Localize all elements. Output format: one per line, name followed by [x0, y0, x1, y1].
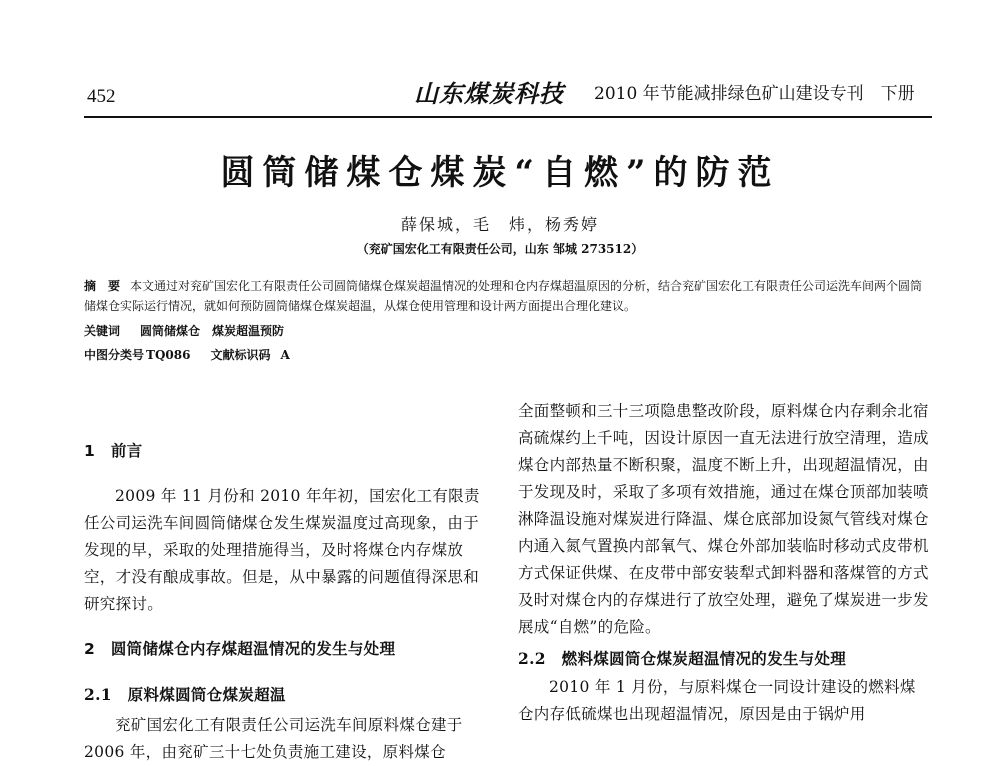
issue-title: 2010 年节能减排绿色矿山建设专刊 下册 [594, 84, 915, 104]
continued-paragraph: 全面整顿和三十三项隐患整改阶段，原料煤仓内存剩余北宿高硫煤约上千吨，因设计原因一直无法进行放空清理，造成煤仓内部热量不断积聚，温度不断上升，出现超温情况，由于发现及时，采取了多项有效措施，通过在煤仓顶部加装喷淋降温设施对煤炭进行降温、煤仓底部加设氮气管线对煤仓内通入氮气置换内部氧气、煤仓外部加装临时移动式皮带机方式保证供煤、在皮带中部安装犁式卸料器和落煤管的方式及时对煤仓内的存煤进行了放空处理，避免了煤炭进一步发展成“自燃”的危险。 [518, 402, 929, 636]
header-rule [84, 116, 932, 118]
section-2-1-heading: 2.1 原料煤圆筒仓煤炭超温 [84, 685, 286, 704]
abstract-label: 摘 要 [84, 279, 121, 293]
keywords-line [84, 322, 284, 339]
abstract [84, 276, 930, 316]
doc-code-value: A [280, 348, 290, 362]
journal-logo: 山东煤炭科技 [414, 79, 564, 108]
classification-line [84, 346, 290, 363]
section-2-2-heading: 2.2 燃料煤圆筒仓煤炭超温情况的发生与处理 [518, 649, 847, 668]
keywords-label: 关键词 [84, 324, 121, 338]
section-2-2-paragraph: 2010 年 1 月份，与原料煤仓一同设计建设的燃料煤仓内存低硫煤也出现超温情况，原因是由于锅炉用 [518, 678, 916, 723]
clc-value: TQ086 [146, 348, 191, 362]
clc-label: 中图分类号 [84, 348, 145, 362]
left-column [84, 438, 490, 766]
section-1-heading: 1 前言 [84, 442, 143, 460]
abstract-text: 本文通过对兖矿国宏化工有限责任公司圆筒储煤仓煤炭超温情况的处理和仓内存煤超温原因的分析，结合兖矿国宏化工有限责任公司运洗车间两个圆筒储煤仓实际运行情况，就如何预防圆筒储煤仓煤炭超温，从煤仓使用管理和设计两方面提出合理化建议。 [84, 279, 923, 313]
article-title: 圆筒储煤仓煤炭“自燃”的防范 [220, 153, 780, 193]
section-2-heading: 2 圆筒储煤仓内存煤超温情况的发生与处理 [84, 640, 396, 658]
doc-code-label: 文献标识码 [210, 348, 271, 362]
author-list: 薛保城，毛 炜，杨秀婷 [400, 215, 599, 234]
right-column [518, 398, 930, 728]
page-number: 452 [87, 86, 116, 107]
section-2-1-paragraph: 兖矿国宏化工有限责任公司运洗车间原料煤仓建于 2006 年，由兖矿三十七处负责施工建设，原料煤仓 [84, 716, 463, 761]
section-1-paragraph: 2009 年 11 月份和 2010 年年初，国宏化工有限责任公司运洗车间圆筒储煤仓发生煤炭温度过高现象，由于发现的早，采取的处理措施得当，及时将煤仓内存煤放空，才没有酿成事故。但是，从中暴露的问题值得深思和研究探讨。 [84, 487, 480, 613]
keywords-value: 圆筒储煤仓 煤炭超温预防 [140, 324, 285, 338]
author-affiliation: （兖矿国宏化工有限责任公司，山东 邹城 273512） [356, 242, 644, 256]
